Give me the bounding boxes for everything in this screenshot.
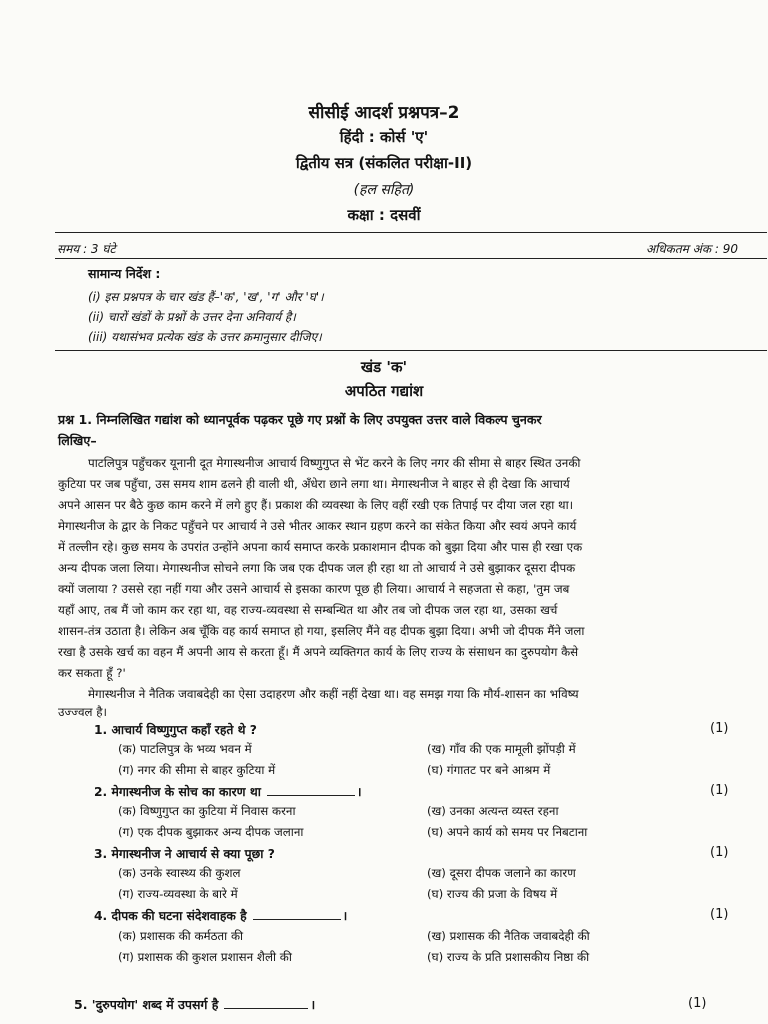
header-rule-top — [55, 232, 767, 233]
passage-line: कुटिया पर जब पहुँचा, उस समय शाम ढलने ही वाली थी, अँधेरा छाने लगा था। मेगास्थनीज ने बाहर से ही देखा कि आचार्य — [58, 477, 570, 491]
subquestion-1: 1. आचार्य विष्णुगुप्त कहाँ रहते थे ? — [94, 723, 257, 737]
passage-line: यहाँ आए, तब मैं जो काम कर रहा था, वह राज्य-व्यवस्था से सम्बन्धित था और तब जो दीपक जल रहा था, उसका खर्च — [58, 603, 558, 617]
subject-line: हिंदी : कोर्स 'ए' — [339, 128, 429, 146]
question-5 — [74, 996, 315, 1013]
passage-line: उज्ज्वल है। — [58, 705, 108, 719]
subquestion-2-marks: (1) — [710, 783, 729, 798]
solution-note: (हल सहित) — [353, 182, 415, 198]
option-gha: (घ) राज्य की प्रजा के विषय में — [427, 887, 558, 901]
paper-title: सीसीई आदर्श प्रश्नपत्र–2 — [308, 103, 460, 123]
passage-line: अपने आसन पर बैठे कुछ काम करने में लगे हुए हैं। प्रकाश की व्यवस्था के लिए वहीं रखी एक तिपाई पर दीया जल रहा था। — [58, 498, 574, 512]
option-kha: (ख) गाँव की एक मामूली झोंपड़ी में — [427, 742, 576, 756]
sentence-end: । — [342, 909, 348, 923]
option-gha: (घ) राज्य के प्रति प्रशासकीय निष्ठा की — [427, 950, 590, 964]
option-ga: (ग) राज्य-व्यवस्था के बारे में — [118, 887, 238, 901]
option-kha: (ख) उनका अत्यन्त व्यस्त रहना — [427, 804, 559, 818]
option-kha: (ख) दूसरा दीपक जलाने का कारण — [427, 866, 576, 880]
option-ka: (क) पाटलिपुत्र के भव्य भवन में — [118, 742, 252, 756]
option-ga: (ग) नगर की सीमा से बाहर कुटिया में — [118, 763, 276, 777]
passage-line: मेगास्थनीज के द्वार के निकट पहुँचने पर आचार्य ने उसे भीतर आकर स्थान ग्रहण करने का संकेत किया और स्वयं अपने कार्य — [58, 519, 577, 533]
option-gha: (घ) अपने कार्य को समय पर निबटाना — [427, 825, 588, 839]
sentence-end: । — [356, 785, 362, 799]
passage-line: अन्य दीपक जला लिया। मेगास्थनीज सोचने लगा कि जब एक दीपक जल ही रहा था तो आचार्य ने उसे बुझाकर दूसरा दीपक — [58, 561, 576, 575]
instruction-item: (ii) चारों खंडों के प्रश्नों के उत्तर देना अनिवार्य है। — [88, 310, 296, 324]
passage-line: शासन-तंत्र उठाता है। लेकिन अब चूँकि वह कार्य समाप्त हो गया, इसलिए मैंने वह दीपक बुझा दिया। अभी जो दीपक मैंने जला — [58, 624, 585, 638]
passage-line: मेगास्थनीज ने नैतिक जवाबदेही का ऐसा उदाहरण और कहीं नहीं देखा था। वह समझ गया कि मौर्य-शासन का भविष्य — [88, 687, 579, 701]
class-line: कक्षा : दसवीं — [347, 206, 421, 224]
option-ka: (क) विष्णुगुप्त का कुटिया में निवास करना — [118, 804, 296, 818]
instructions-title: सामान्य निर्देश : — [88, 266, 161, 281]
option-ka: (क) प्रशासक की कर्मठता की — [118, 929, 244, 943]
passage-line: में तल्लीन रहे। कुछ समय के उपरांत उन्होंने अपना कार्य समाप्त करके प्रकाशमान दीपक को बुझा दिया और पास ही रखा एक — [58, 540, 583, 554]
passage-line: क्यों जलाया ? उससे रहा नहीं गया और उसने आचार्य से इसका कारण पूछ ही लिया। आचार्य ने सहजता से कहा, 'तुम जब — [58, 582, 570, 596]
answer-blank — [267, 795, 355, 796]
subquestion-4-text: 4. दीपक की घटना संदेशवाहक है — [94, 909, 247, 923]
passage-line: पाटलिपुत्र पहुँचकर यूनानी दूत मेगास्थनीज आचार्य विष्णुगुप्त से भेंट करने के लिए नगर की सीमा से बाहर स्थित उनकी — [88, 456, 581, 470]
subquestion-3: 3. मेगास्थनीज ने आचार्य से क्या पूछा ? — [94, 847, 275, 861]
sentence-end: । — [310, 997, 316, 1012]
time-allowed: समय : 3 घंटे — [57, 242, 116, 256]
subquestion-3-marks: (1) — [710, 845, 729, 860]
subquestion-4 — [94, 907, 347, 924]
term-line: द्वितीय सत्र (संकलित परीक्षा-II) — [295, 154, 473, 172]
section-subheading: अपठित गद्यांश — [344, 382, 424, 400]
instruction-item: (i) इस प्रश्नपत्र के चार खंड हैं–'क', 'ख', 'ग' और 'घ'। — [88, 290, 324, 304]
question-1-instruction-cont: लिखिए– — [58, 433, 97, 448]
option-ka: (क) उनके स्वास्थ्य की कुशल — [118, 866, 241, 880]
subquestion-4-marks: (1) — [710, 907, 729, 922]
section-rule — [55, 350, 767, 351]
option-ga: (ग) प्रशासक की कुशल प्रशासन शैली की — [118, 950, 292, 964]
passage-line: कर सकता हूँ ?' — [58, 666, 126, 680]
question-5-text: 5. 'दुरुपयोग' शब्द में उपसर्ग है — [74, 997, 219, 1012]
option-gha: (घ) गंगातट पर बने आश्रम में — [427, 763, 551, 777]
instruction-item: (iii) यथासंभव प्रत्येक खंड के उत्तर क्रमानुसार दीजिए। — [88, 330, 322, 344]
subquestion-1-marks: (1) — [710, 721, 729, 736]
question-1-instruction: प्रश्न 1. निम्नलिखित गद्यांश को ध्यानपूर्वक पढ़कर पूछे गए प्रश्नों के लिए उपयुक्त उत्तर वाले विकल्प चुनकर — [58, 412, 542, 427]
option-ga: (ग) एक दीपक बुझाकर अन्य दीपक जलाना — [118, 825, 304, 839]
question-5-marks: (1) — [688, 996, 707, 1011]
answer-blank — [224, 1008, 308, 1009]
header-rule-bottom — [55, 258, 767, 259]
section-heading: खंड 'क' — [360, 358, 408, 376]
passage-line: रखा है उसके खर्च का वहन मैं अपनी आय से करता हूँ। मैं अपने व्यक्तिगत कार्य के लिए राज्य के संसाधन का दुरुपयोग कैसे — [58, 645, 579, 659]
option-kha: (ख) प्रशासक की नैतिक जवाबदेही की — [427, 929, 590, 943]
subquestion-2-text: 2. मेगास्थनीज के सोच का कारण था — [94, 785, 261, 799]
subquestion-2 — [94, 783, 362, 800]
answer-blank — [253, 919, 341, 920]
max-marks: अधिकतम अंक : 90 — [645, 242, 738, 256]
